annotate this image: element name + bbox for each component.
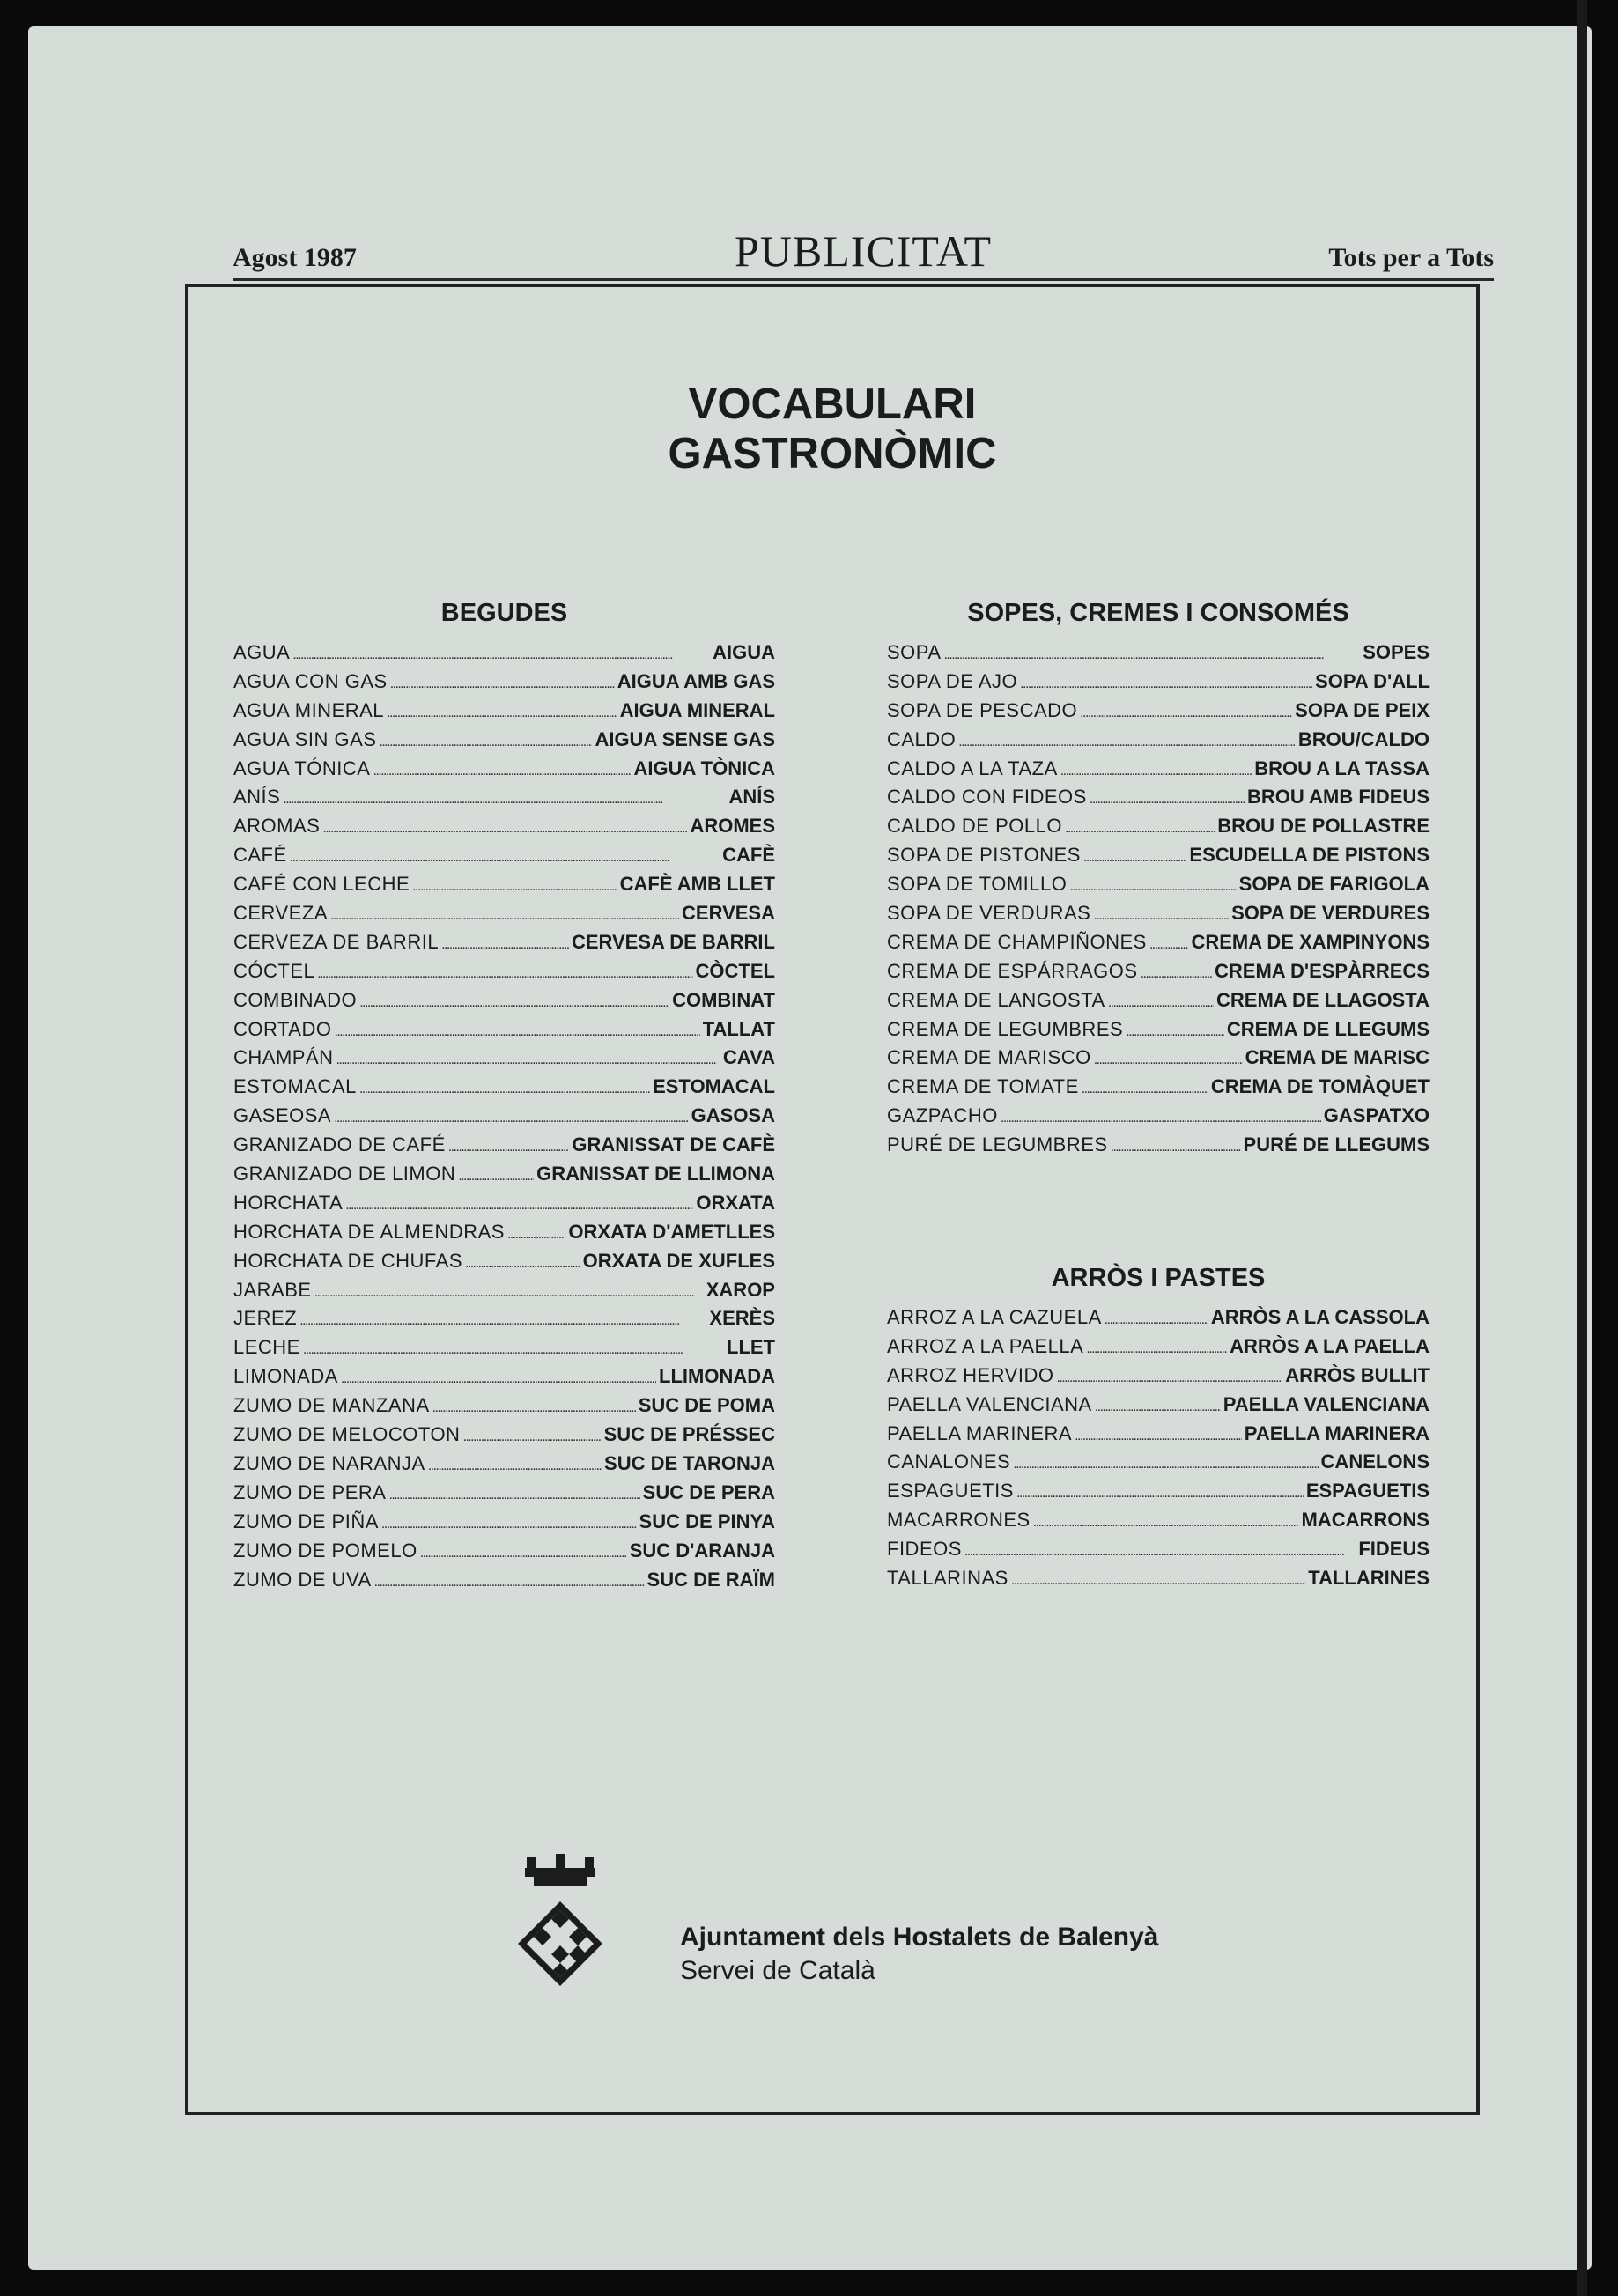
catalan-term: TALLARINES xyxy=(1308,1567,1430,1590)
spanish-term: ARROZ HERVIDO xyxy=(887,1363,1054,1386)
dot-leader xyxy=(1033,1515,1299,1531)
catalan-term: XERÈS xyxy=(709,1307,775,1330)
vocab-entry xyxy=(887,728,1430,757)
dot-leader xyxy=(1065,821,1215,837)
spanish-term: HORCHATA xyxy=(233,1191,344,1214)
catalan-term: AIGUA SENSE GAS xyxy=(595,727,775,750)
issue-date: Agost 1987 xyxy=(233,243,357,272)
dot-leader xyxy=(465,1256,580,1272)
spanish-term: HORCHATA DE CHUFAS xyxy=(233,1249,462,1272)
catalan-term: ORXATA DE XUFLES xyxy=(582,1249,775,1272)
catalan-term: CERVESA xyxy=(682,902,775,925)
dot-leader xyxy=(314,1285,704,1301)
spanish-term: CERVEZA xyxy=(233,902,329,925)
vocab-entry xyxy=(887,699,1430,728)
catalan-term: CAFÈ AMB LLET xyxy=(619,873,775,896)
dot-leader xyxy=(299,1313,706,1329)
catalan-term: BROU/CALDO xyxy=(1297,727,1430,750)
vocab-entry xyxy=(887,1104,1430,1133)
vocab-entry xyxy=(887,873,1430,902)
spanish-term: CAFÉ xyxy=(233,844,287,867)
catalan-term: COMBINAT xyxy=(672,988,775,1011)
catalan-term: CANELONS xyxy=(1320,1451,1430,1473)
vocab-entry xyxy=(887,902,1430,931)
sopes-section xyxy=(887,595,1430,1163)
vocab-entry xyxy=(887,1480,1430,1509)
vocab-entry xyxy=(233,670,775,699)
vocab-entry xyxy=(233,1569,775,1598)
spanish-term: CERVEZA DE BARRIL xyxy=(233,930,440,953)
vocab-entry xyxy=(887,815,1430,844)
dot-leader xyxy=(388,1488,639,1503)
dot-leader xyxy=(341,1371,656,1387)
catalan-term: BROU A LA TASSA xyxy=(1254,757,1430,779)
spanish-term: AGUA SIN GAS xyxy=(233,727,377,750)
dot-leader xyxy=(1111,1140,1241,1155)
vocab-entry xyxy=(233,728,775,757)
catalan-term: FIDEUS xyxy=(1358,1538,1430,1561)
spanish-term: MACARRONES xyxy=(887,1509,1031,1532)
vocab-entry xyxy=(233,844,775,873)
catalan-term: XAROP xyxy=(706,1278,775,1301)
spanish-term: ZUMO DE PERA xyxy=(233,1480,387,1503)
catalan-term: GASPATXO xyxy=(1323,1104,1430,1127)
spanish-term: ARROZ A LA CAZUELA xyxy=(887,1306,1102,1328)
dot-leader xyxy=(334,1024,699,1040)
vocab-entry xyxy=(887,960,1430,989)
spanish-term: AGUA TÓNICA xyxy=(233,757,371,779)
catalan-term: SOPES xyxy=(1363,641,1430,663)
catalan-term: CREMA DE LLAGOSTA xyxy=(1216,988,1430,1011)
catalan-term: AIGUA xyxy=(713,641,775,663)
vocab-entry xyxy=(887,1509,1430,1538)
vocab-entry xyxy=(233,1046,775,1075)
dot-leader xyxy=(964,1544,1356,1560)
vocab-entry xyxy=(233,1365,775,1394)
vocab-entry xyxy=(233,1279,775,1308)
vocab-entry xyxy=(887,1451,1430,1480)
catalan-term: ARRÒS BULLIT xyxy=(1285,1363,1430,1386)
catalan-term: SUC DE PINYA xyxy=(639,1510,775,1532)
vocab-entry xyxy=(887,989,1430,1018)
spanish-term: CREMA DE CHAMPIÑONES xyxy=(887,930,1147,953)
spanish-term: AGUA MINERAL xyxy=(233,698,385,721)
vocab-entry xyxy=(233,1539,775,1569)
vocab-entry xyxy=(233,757,775,786)
spanish-term: JARABE xyxy=(233,1278,312,1301)
spanish-term: CREMA DE ESPÁRRAGOS xyxy=(887,959,1138,982)
arros-title: ARRÒS I PASTES xyxy=(1051,1264,1266,1292)
spanish-term: PAELLA VALENCIANA xyxy=(887,1392,1092,1415)
organization-name: Ajuntament dels Hostalets de Balenyà xyxy=(680,1923,1159,1952)
vocab-entry xyxy=(233,873,775,902)
spanish-term: GRANIZADO DE LIMON xyxy=(233,1163,456,1185)
vocab-entry xyxy=(887,1046,1430,1075)
catalan-term: MACARRONS xyxy=(1301,1509,1430,1532)
spanish-term: SOPA DE PISTONES xyxy=(887,844,1081,867)
spanish-term: JEREZ xyxy=(233,1307,298,1330)
dot-leader xyxy=(390,676,615,692)
spanish-term: CREMA DE TOMATE xyxy=(887,1075,1079,1098)
spanish-term: COMBINADO xyxy=(233,988,358,1011)
spanish-term: SOPA xyxy=(887,641,942,663)
catalan-term: SUC DE POMA xyxy=(638,1394,775,1417)
spanish-term: HORCHATA DE ALMENDRAS xyxy=(233,1220,505,1243)
spanish-term: CANALONES xyxy=(887,1451,1011,1473)
main-title-line2: GASTRONÒMIC xyxy=(668,430,997,477)
vocab-entry xyxy=(233,902,775,931)
dot-leader xyxy=(1090,792,1245,808)
dot-leader xyxy=(428,1458,602,1474)
catalan-term: AIGUA MINERAL xyxy=(619,698,775,721)
dot-leader xyxy=(374,1575,645,1591)
dot-leader xyxy=(334,1111,689,1126)
vocab-entry xyxy=(233,1221,775,1250)
dot-leader xyxy=(359,1082,650,1097)
begudes-title: BEGUDES xyxy=(440,599,568,627)
dot-leader xyxy=(420,1546,627,1561)
dot-leader xyxy=(1075,1429,1242,1444)
catalan-term: LLIMONADA xyxy=(659,1365,775,1388)
dot-leader xyxy=(1094,1052,1243,1068)
catalan-term: ESPAGUETIS xyxy=(1305,1480,1430,1502)
spanish-term: CALDO CON FIDEOS xyxy=(887,786,1087,808)
dot-leader xyxy=(412,879,617,895)
dot-leader xyxy=(1141,966,1212,982)
catalan-term: TALLAT xyxy=(702,1017,775,1040)
catalan-term: ORXATA xyxy=(696,1191,775,1214)
vocab-entry xyxy=(887,757,1430,786)
dot-leader xyxy=(373,764,631,779)
dot-leader xyxy=(290,850,720,866)
dot-leader xyxy=(1020,676,1312,692)
spanish-term: ZUMO DE POMELO xyxy=(233,1539,417,1561)
catalan-term: SUC DE PERA xyxy=(642,1480,775,1503)
dot-leader xyxy=(359,995,669,1011)
spanish-term: ZUMO DE NARANJA xyxy=(233,1451,425,1474)
vocab-entry xyxy=(233,1394,775,1423)
page-header xyxy=(233,226,1494,281)
spanish-term: FIDEOS xyxy=(887,1538,962,1561)
catalan-term: PAELLA VALENCIANA xyxy=(1223,1392,1430,1415)
advert-frame xyxy=(185,284,1480,2115)
begudes-list xyxy=(233,641,775,1597)
catalan-term: CERVESA DE BARRIL xyxy=(571,930,775,953)
spanish-term: ZUMO DE MANZANA xyxy=(233,1394,430,1417)
spanish-term: AROMAS xyxy=(233,815,321,838)
catalan-term: SUC D'ARANJA xyxy=(629,1539,775,1561)
catalan-term: SOPA D'ALL xyxy=(1315,669,1430,692)
dot-leader xyxy=(1093,908,1229,924)
vocab-entry xyxy=(233,1307,775,1336)
vocab-entry xyxy=(233,1481,775,1510)
arros-list xyxy=(887,1306,1430,1596)
dot-leader xyxy=(345,1198,693,1214)
spanish-term: TALLARINAS xyxy=(887,1567,1008,1590)
dot-leader xyxy=(387,705,617,721)
spanish-term: CREMA DE MARISCO xyxy=(887,1046,1091,1069)
catalan-term: AIGUA TÒNICA xyxy=(633,757,775,779)
spanish-term: PAELLA MARINERA xyxy=(887,1421,1073,1444)
vocab-entry xyxy=(233,1133,775,1163)
dot-leader xyxy=(336,1052,720,1068)
spanish-term: SOPA DE AJO xyxy=(887,669,1018,692)
catalan-term: SUC DE RAÏM xyxy=(646,1568,775,1591)
vocab-entry xyxy=(887,1018,1430,1047)
catalan-term: SUC DE TARONJA xyxy=(604,1451,775,1474)
spanish-term: SOPA DE PESCADO xyxy=(887,698,1078,721)
spanish-term: CALDO A LA TAZA xyxy=(887,757,1058,779)
vocab-entry xyxy=(887,1422,1430,1451)
catalan-term: SUC DE PRÉSSEC xyxy=(603,1423,775,1446)
vocab-entry xyxy=(887,931,1430,960)
dot-leader xyxy=(292,647,710,663)
spanish-term: ZUMO DE MELOCOTON xyxy=(233,1423,461,1446)
spanish-term: ESPAGUETIS xyxy=(887,1480,1014,1502)
catalan-term: CREMA DE MARISC xyxy=(1245,1046,1430,1069)
dot-leader xyxy=(944,647,1361,663)
main-title xyxy=(188,380,1476,478)
dot-leader xyxy=(380,735,593,750)
spanish-term: SOPA DE TOMILLO xyxy=(887,873,1068,896)
catalan-term: ESCUDELLA DE PISTONS xyxy=(1189,844,1430,867)
vocab-entry xyxy=(233,786,775,815)
vocab-entry xyxy=(233,1423,775,1452)
begudes-section xyxy=(233,595,775,1597)
spanish-term: GASEOSA xyxy=(233,1104,332,1127)
arros-section xyxy=(887,1260,1430,1596)
catalan-term: CÒCTEL xyxy=(695,959,775,982)
catalan-term: LLET xyxy=(727,1336,775,1359)
catalan-term: CREMA DE XAMPINYONS xyxy=(1191,930,1430,953)
catalan-term: ESTOMACAL xyxy=(653,1075,775,1098)
vocab-entry xyxy=(233,815,775,844)
dot-leader xyxy=(1149,937,1189,953)
vocab-entry xyxy=(233,960,775,989)
town-coat-of-arms-icon xyxy=(516,1850,613,1991)
sopes-list xyxy=(887,641,1430,1163)
spanish-term: ARROZ A LA PAELLA xyxy=(887,1334,1084,1357)
dot-leader xyxy=(1069,879,1236,895)
dot-leader xyxy=(462,1429,601,1445)
dot-leader xyxy=(1011,1573,1305,1589)
spanish-term: CAFÉ CON LECHE xyxy=(233,873,410,896)
dot-leader xyxy=(1016,1486,1304,1502)
dot-leader xyxy=(1013,1457,1318,1473)
vocab-entry xyxy=(233,699,775,728)
catalan-term: SOPA DE PEIX xyxy=(1295,698,1430,721)
dot-leader xyxy=(1105,1312,1208,1328)
vocab-entry xyxy=(887,1335,1430,1364)
spanish-term: ANÍS xyxy=(233,786,281,808)
dot-leader xyxy=(1001,1111,1321,1126)
spanish-term: CHAMPÁN xyxy=(233,1046,334,1069)
catalan-term: GRANISSAT DE LLIMONA xyxy=(536,1163,775,1185)
vocab-entry xyxy=(233,1163,775,1192)
catalan-term: PURÉ DE LLEGUMS xyxy=(1243,1133,1430,1156)
organization-block xyxy=(680,1921,1159,1988)
dot-leader xyxy=(507,1227,565,1243)
spanish-term: CALDO DE POLLO xyxy=(887,815,1062,838)
dot-leader xyxy=(1060,764,1252,779)
dot-leader xyxy=(381,1517,637,1532)
vocab-entry xyxy=(233,1510,775,1539)
dot-leader xyxy=(958,735,1296,750)
vocab-entry xyxy=(887,1538,1430,1567)
vocab-entry xyxy=(887,844,1430,873)
spanish-term: AGUA CON GAS xyxy=(233,669,388,692)
vocab-entry xyxy=(887,1567,1430,1596)
catalan-term: BROU AMB FIDEUS xyxy=(1247,786,1430,808)
catalan-term: ORXATA D'AMETLLES xyxy=(568,1220,775,1243)
catalan-term: ARRÒS A LA CASSOLA xyxy=(1210,1306,1430,1328)
vocab-entry xyxy=(233,1250,775,1279)
dot-leader xyxy=(1108,995,1214,1011)
spanish-term: CORTADO xyxy=(233,1017,332,1040)
vocab-entry xyxy=(887,641,1430,670)
catalan-term: CREMA DE TOMÀQUET xyxy=(1210,1075,1430,1098)
catalan-term: GRANISSAT DE CAFÈ xyxy=(572,1133,775,1156)
dot-leader xyxy=(1080,705,1292,721)
catalan-term: SOPA DE FARIGOLA xyxy=(1238,873,1430,896)
dot-leader xyxy=(303,1342,724,1358)
dot-leader xyxy=(283,792,726,808)
catalan-term: CAVA xyxy=(722,1046,775,1069)
publication-name: Tots per a Tots xyxy=(1328,243,1494,272)
spanish-term: AGUA xyxy=(233,641,291,663)
catalan-term: ANÍS xyxy=(728,786,775,808)
dot-leader xyxy=(432,1400,636,1416)
vocab-entry xyxy=(233,1452,775,1481)
spanish-term: CREMA DE LANGOSTA xyxy=(887,988,1105,1011)
spanish-term: PURÉ DE LEGUMBRES xyxy=(887,1133,1108,1156)
spanish-term: CALDO xyxy=(887,727,957,750)
vocab-entry xyxy=(887,1306,1430,1335)
vocab-entry xyxy=(233,1018,775,1047)
vocab-entry xyxy=(233,931,775,960)
catalan-term: CREMA DE LLEGUMS xyxy=(1226,1017,1430,1040)
catalan-term: AROMES xyxy=(690,815,775,838)
catalan-term: CAFÈ xyxy=(722,844,775,867)
spanish-term: ZUMO DE UVA xyxy=(233,1568,372,1591)
spanish-term: SOPA DE VERDURAS xyxy=(887,902,1091,925)
spanish-term: ZUMO DE PIÑA xyxy=(233,1510,379,1532)
main-title-line1: VOCABULARI xyxy=(688,380,977,428)
spanish-term: CREMA DE LEGUMBRES xyxy=(887,1017,1124,1040)
spanish-term: LECHE xyxy=(233,1336,300,1359)
dot-leader xyxy=(1095,1399,1221,1415)
catalan-term: AIGUA AMB GAS xyxy=(617,669,775,692)
spanish-term: CÓCTEL xyxy=(233,959,315,982)
vocab-entry xyxy=(233,641,775,670)
catalan-term: PAELLA MARINERA xyxy=(1244,1421,1430,1444)
spanish-term: GRANIZADO DE CAFÉ xyxy=(233,1133,446,1156)
vocab-entry xyxy=(887,670,1430,699)
sopes-title: SOPES, CREMES I CONSOMÉS xyxy=(967,599,1349,627)
vocab-entry xyxy=(887,1393,1430,1422)
organization-service: Servei de Català xyxy=(680,1956,875,1985)
vocab-entry xyxy=(233,1104,775,1133)
vocab-entry xyxy=(887,1133,1430,1163)
dot-leader xyxy=(330,908,679,924)
dot-leader xyxy=(1082,1082,1208,1097)
catalan-term: ARRÒS A LA PAELLA xyxy=(1230,1334,1430,1357)
dot-leader xyxy=(322,821,687,837)
catalan-term: BROU DE POLLASTRE xyxy=(1217,815,1430,838)
vocab-entry xyxy=(233,1336,775,1365)
vocab-entry xyxy=(233,1192,775,1221)
dot-leader xyxy=(317,966,692,982)
page-spine xyxy=(1577,0,1587,2296)
dot-leader xyxy=(448,1140,570,1155)
dot-leader xyxy=(1083,850,1186,866)
section-title: PUBLICITAT xyxy=(734,226,993,276)
dot-leader xyxy=(1086,1341,1227,1357)
vocab-entry xyxy=(887,1075,1430,1104)
vocab-entry xyxy=(887,786,1430,815)
dot-leader xyxy=(441,937,569,953)
spanish-term: GAZPACHO xyxy=(887,1104,998,1127)
spanish-term: ESTOMACAL xyxy=(233,1075,357,1098)
dot-leader xyxy=(1056,1370,1282,1386)
spanish-term: LIMONADA xyxy=(233,1365,338,1388)
vocab-entry xyxy=(887,1364,1430,1393)
catalan-term: GASOSA xyxy=(691,1104,775,1127)
dot-leader xyxy=(458,1169,534,1185)
catalan-term: CREMA D'ESPÀRRECS xyxy=(1215,959,1430,982)
dot-leader xyxy=(1126,1024,1224,1040)
catalan-term: SOPA DE VERDURES xyxy=(1231,902,1430,925)
vocab-entry xyxy=(233,1075,775,1104)
vocab-entry xyxy=(233,989,775,1018)
